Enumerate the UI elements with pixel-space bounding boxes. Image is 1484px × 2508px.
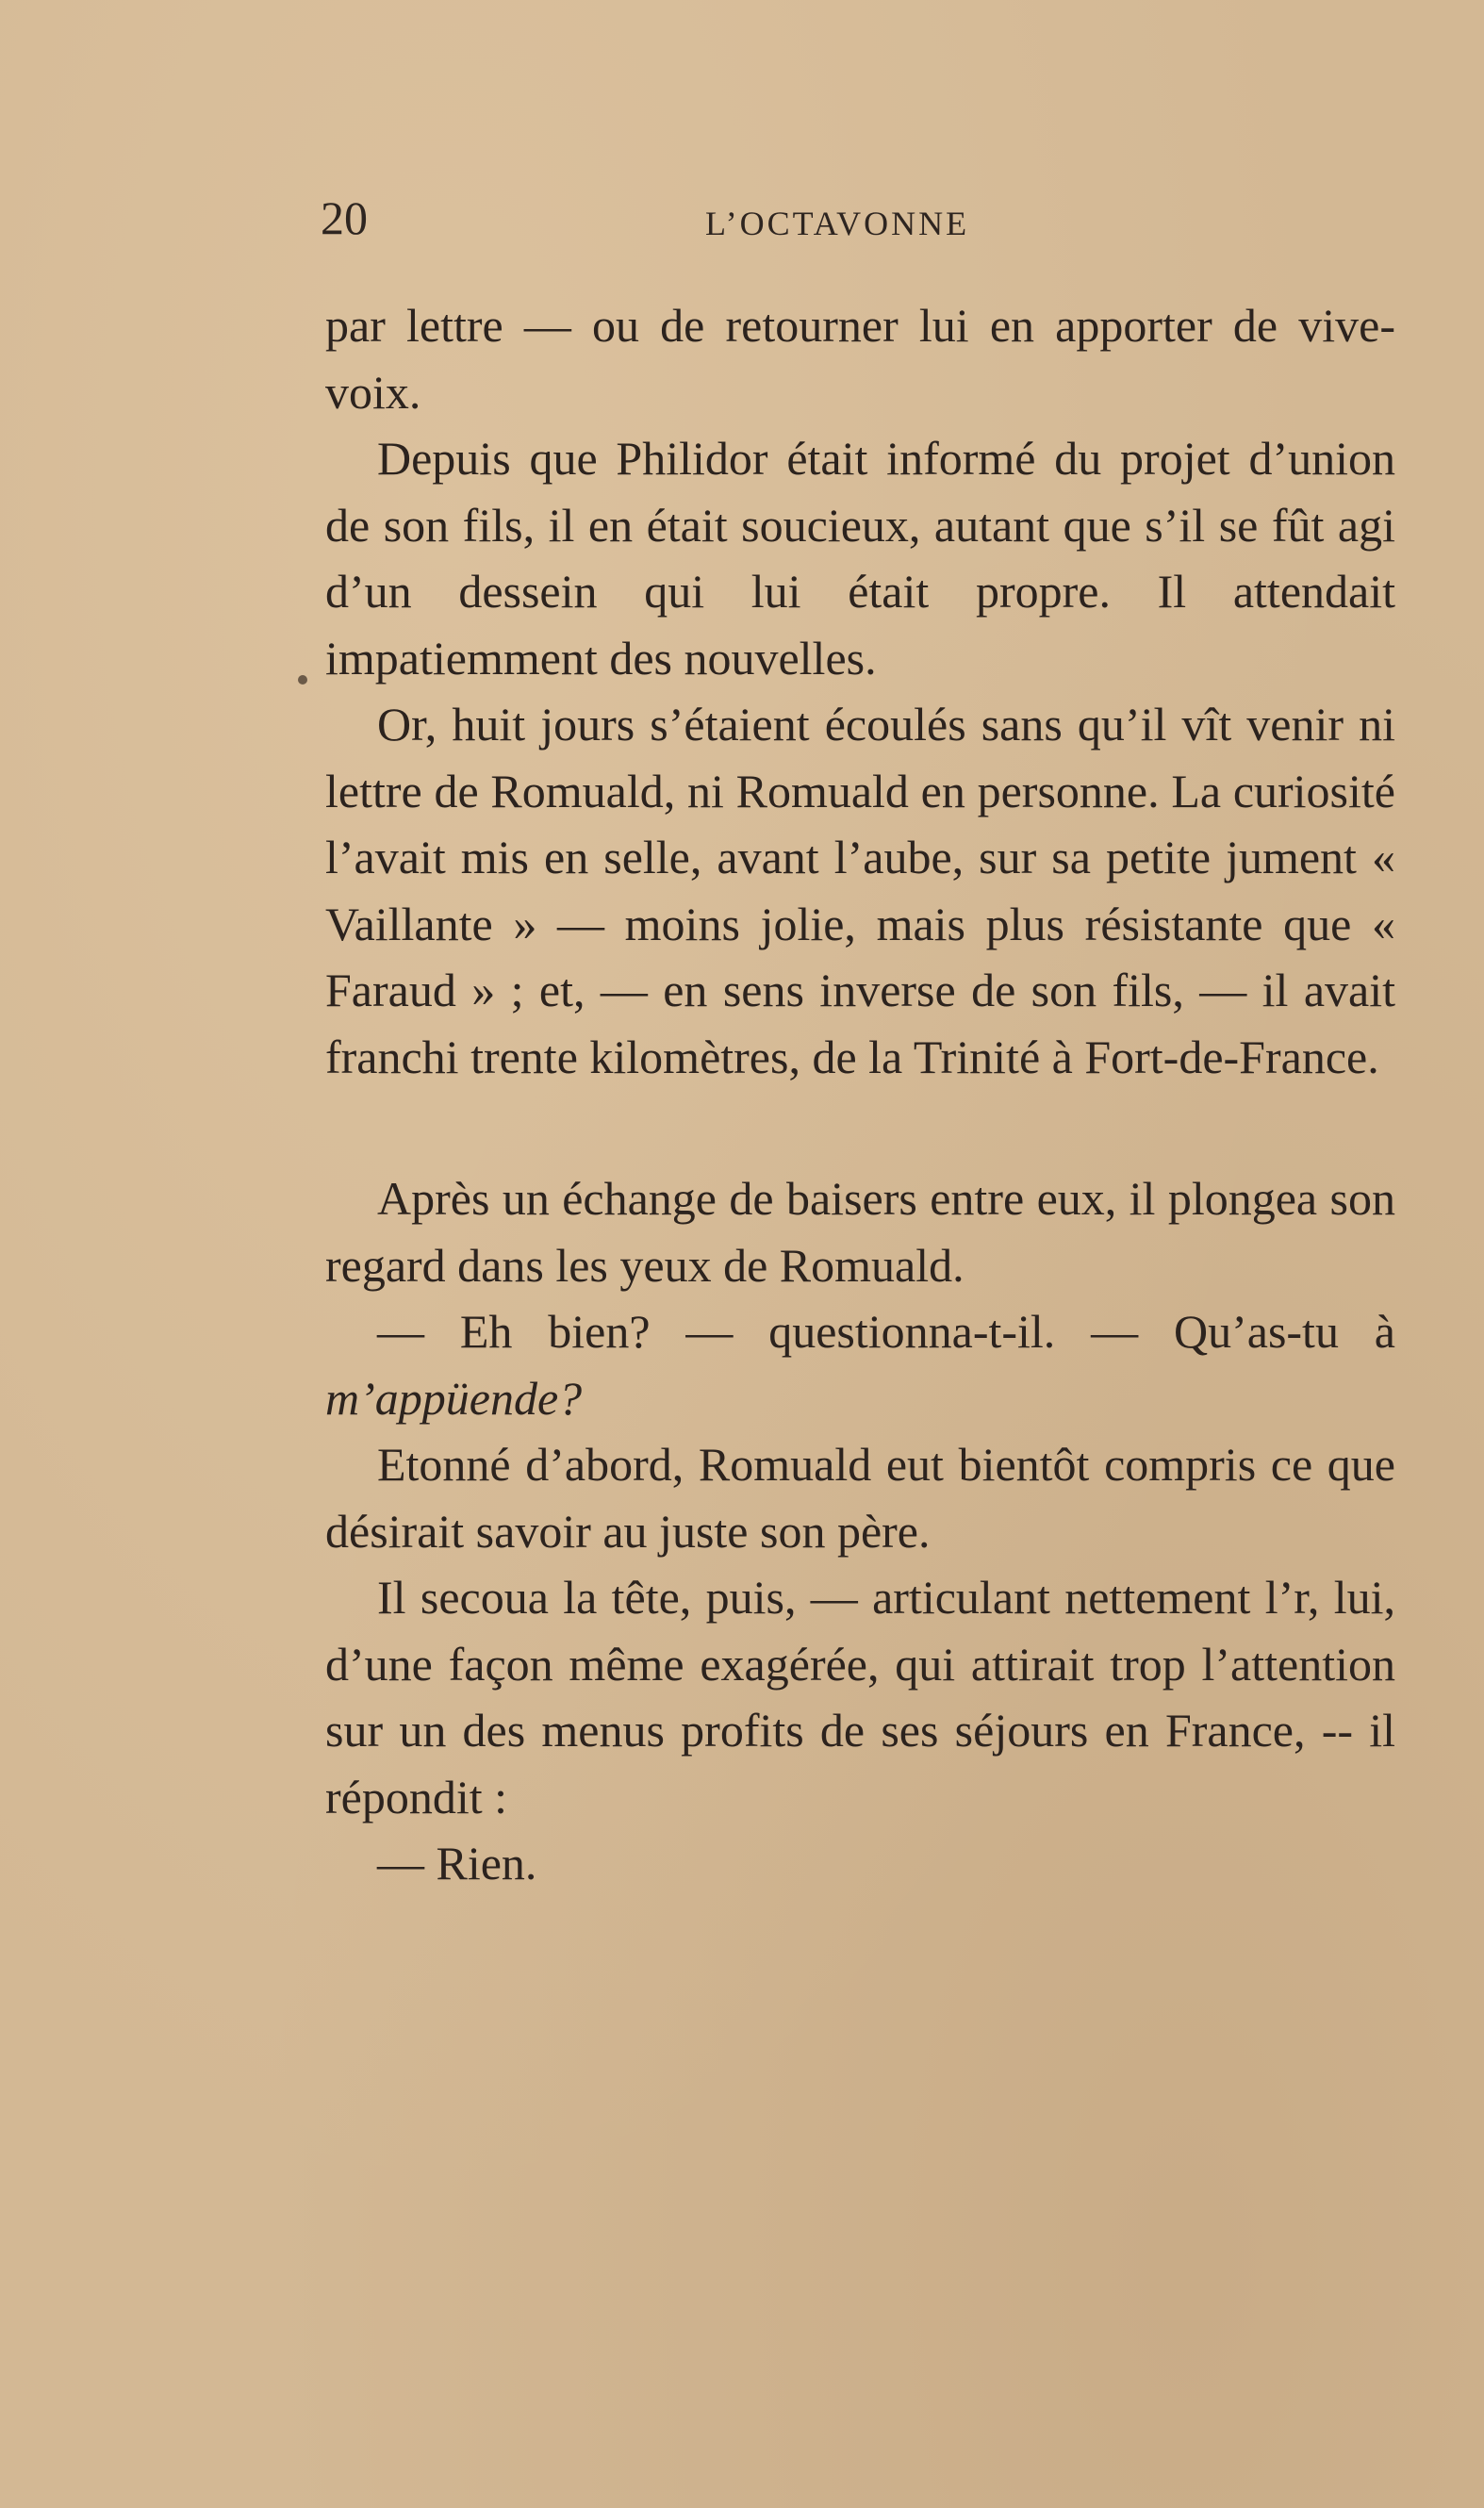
paragraph: par lettre — ou de retourner lui en apporter de vive-voix.	[325, 299, 1395, 419]
ink-speck	[298, 675, 307, 685]
body-text	[325, 292, 1395, 1897]
running-title: L’OCTAVONNE	[705, 205, 970, 242]
paragraph: — Rien.	[377, 1837, 537, 1889]
section-break	[325, 1090, 1395, 1165]
paragraph: Etonné d’abord, Romuald eut bientôt compris ce que désirait savoir au juste son père.	[325, 1438, 1395, 1558]
page-number: 20	[321, 191, 368, 244]
dialogue-text: — Eh bien? — questionna-t-il. — Qu’as-tu à	[377, 1305, 1395, 1358]
paragraph: Depuis que Philidor était informé du projet d’union de son fils, il en était soucieux, autant que s’il se fût agi d’un dessein qui lui était propre. Il attendait impatiemment des nouvelles.	[325, 432, 1395, 685]
paragraph: Or, huit jours s’étaient écoulés sans qu’il vît venir ni lettre de Romuald, ni Romuald en personne. La curiosité l’avait mis en selle, avant l’aube, sur sa petite jument « Vaillante » — moins jolie, mais plus résistante que « Faraud » ; et, — en sens inverse de son fils, — il avait franchi trente kilomètres, de la Trinité à Fort-de-France.	[325, 698, 1395, 1083]
italic-dialect-word: m’appüende?	[325, 1371, 583, 1425]
page-header	[321, 185, 1395, 251]
paragraph: Après un échange de baisers entre eux, il plongea son regard dans les yeux de Romuald.	[325, 1172, 1395, 1292]
paragraph	[325, 1298, 1395, 1431]
paragraph: Il secoua la tête, puis, — articulant nettement l’r, lui, d’une façon même exagérée, qui attirait trop l’attention sur un des menus profits de ses séjours en France, -- il répondit :	[325, 1571, 1395, 1823]
